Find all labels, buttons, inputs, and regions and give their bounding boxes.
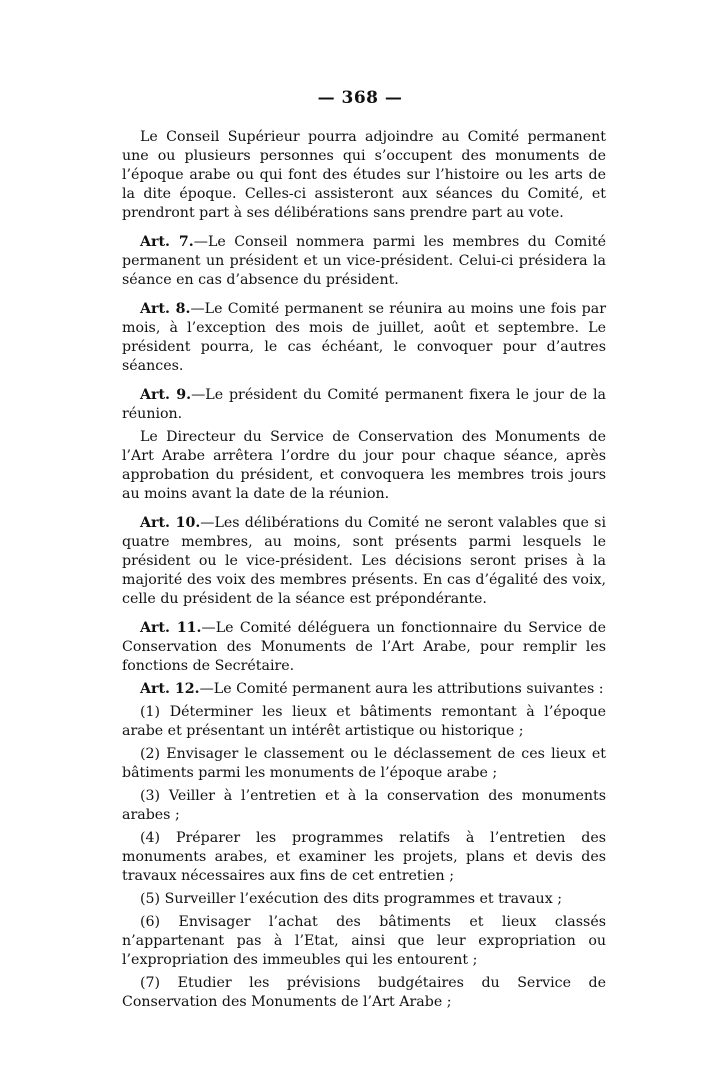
article-label: Art. 9. <box>140 387 192 403</box>
article-label: Art. 7. <box>140 234 194 250</box>
item-number: (5) <box>140 891 161 907</box>
article-9 <box>122 386 606 424</box>
item-number: (3) <box>140 788 161 804</box>
article-9-continued <box>122 428 606 504</box>
article-label: Art. 12. <box>140 681 200 697</box>
article-text: —Les délibérations du Comité ne seront valables que si quatre membres, au moins, sont présents parmi lesquels le président ou le vice-président. Les décisions seront prises à la majorité des voix des membres présents. En cas d’égalité des voix, celle du président de la séance est prépondérante. <box>122 515 606 607</box>
article-text: —Le Conseil nommera parmi les membres du Comité permanent un président et un vice-président. Celui-ci présidera la séance en cas d’absence du président. <box>122 234 606 288</box>
item-text: Envisager l’achat des bâtiments et lieux classés n’appartenant pas à l’Etat, ainsi que leur expropriation ou l’expropriation des immeubles qui les entourent ; <box>122 914 606 968</box>
item-text: Envisager le classement ou le déclassement de ces lieux et bâtiments parmi les monuments de l’époque arabe ; <box>122 746 606 781</box>
item-number: (6) <box>140 914 161 930</box>
paragraph-text: Le Directeur du Service de Conservation des Monuments de l’Art Arabe arrêtera l’ordre du jour pour chaque séance, après approbation du président, et convoquera les membres trois jours au moins avant la date de la réunion. <box>122 429 606 502</box>
list-item-6 <box>122 913 606 970</box>
item-number: (4) <box>140 830 161 846</box>
page-number: — 368 — <box>317 88 403 108</box>
article-8 <box>122 300 606 376</box>
item-text: Etudier les prévisions budgétaires du Service de Conservation des Monuments de l’Art Arabe ; <box>122 975 606 1010</box>
page-body <box>122 128 606 1012</box>
list-item-3 <box>122 787 606 825</box>
article-10 <box>122 514 606 609</box>
article-text: —Le Comité permanent aura les attributions suivantes : <box>199 681 604 697</box>
article-text: —Le président du Comité permanent fixera le jour de la réunion. <box>122 387 606 422</box>
list-item-4 <box>122 829 606 886</box>
item-number: (7) <box>140 975 161 991</box>
list-item-7 <box>122 974 606 1012</box>
list-item-5 <box>122 890 606 909</box>
article-7 <box>122 233 606 290</box>
article-text: —Le Comité permanent se réunira au moins une fois par mois, à l’exception des mois de juillet, août et septembre. Le président pourra, le cas échéant, le convoquer pour d’autres séances. <box>122 301 606 374</box>
item-number: (2) <box>140 746 161 762</box>
paragraph-text: Le Conseil Supérieur pourra adjoindre au Comité permanent une ou plusieurs personnes qui s’occupent des monuments de l’époque arabe ou qui font des études sur l’histoire ou les arts de la dite époque. Celles-ci assisteront aux séances du Comité, et prendront part à ses délibérations sans prendre part au vote. <box>122 129 606 221</box>
article-label: Art. 11. <box>140 620 202 636</box>
article-text: —Le Comité déléguera un fonctionnaire du Service de Conservation des Monuments de l’Art Arabe, pour remplir les fonctions de Secrétaire. <box>122 620 606 674</box>
item-text: Surveiller l’exécution des dits programmes et travaux ; <box>164 891 562 907</box>
item-text: Préparer les programmes relatifs à l’entretien des monuments arabes, et examiner les projets, plans et devis des travaux nécessaires aux fins de cet entretien ; <box>122 830 606 884</box>
list-item-1 <box>122 703 606 741</box>
paragraph-intro <box>122 128 606 223</box>
item-number: (1) <box>140 704 161 720</box>
article-label: Art. 8. <box>140 301 191 317</box>
article-label: Art. 10. <box>140 515 201 531</box>
list-item-2 <box>122 745 606 783</box>
article-11 <box>122 619 606 676</box>
article-12 <box>122 680 606 699</box>
item-text: Déterminer les lieux et bâtiments remontant à l’époque arabe et présentant un intérêt artistique ou historique ; <box>122 704 606 739</box>
item-text: Veiller à l’entretien et à la conservation des monuments arabes ; <box>122 788 606 823</box>
